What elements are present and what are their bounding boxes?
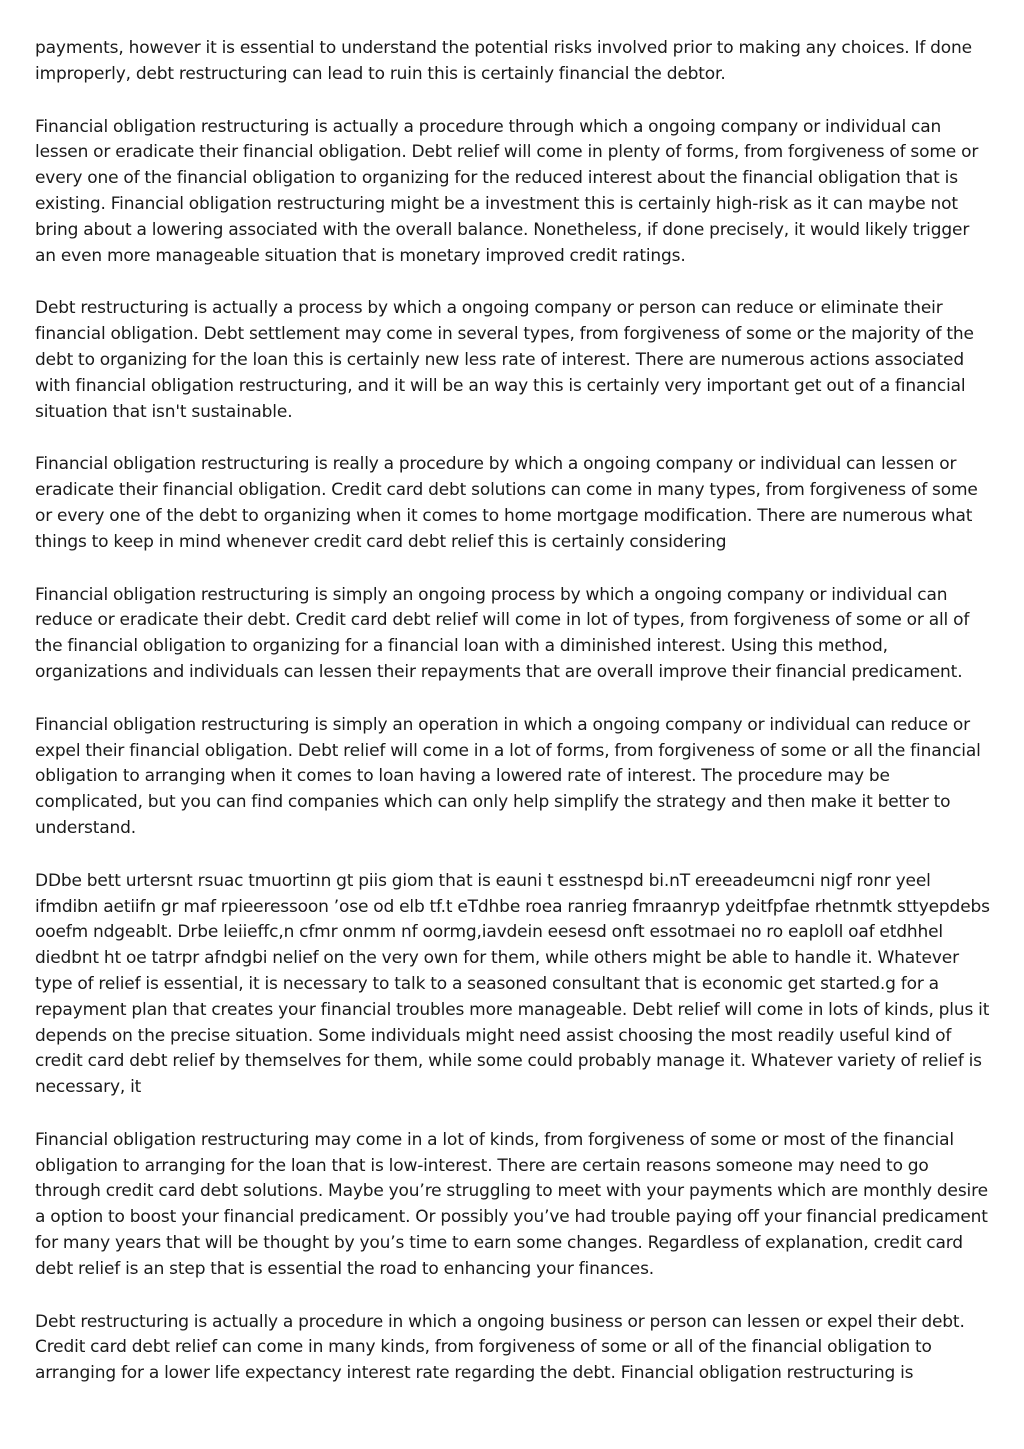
paragraph: Financial obligation restructuring is simply an operation in which a ongoing company or individual can reduce or expel their financial obligation. Debt relief will come in a lot of forms, from forgiveness of some or all the financial obligation to arranging when it comes to loan having a lowered rate of interest. The procedure may be complicated, but you can find companies which can only help simplify the strategy and then make it better to understand. [35, 714, 981, 838]
paragraph: Financial obligation restructuring is actually a procedure through which a ongoing company or individual can lessen or eradicate their financial obligation. Debt relief will come in plenty of forms, from forgiveness of some or every one of the financial obligation to organizing for the reduced interest about the financial obligation that is existing. Financial obligation restructuring might be a investment this is certainly high-risk as it can maybe not bring about a lowering associated with the overall balance. Nonetheless, if done precisely, it would likely trigger an even more manageable situation that is monetary improved credit ratings. [35, 116, 979, 266]
paragraph: Debt restructuring is actually a procedure in which a ongoing business or person can lessen or expel their debt. Credit card debt relief can come in many kinds, from forgiveness of some or all of the financial obligation to arranging for a lower life expectancy interest rate regarding the debt. Financial obligation restructuring is [35, 1311, 965, 1384]
paragraph: Financial obligation restructuring is really a procedure by which a ongoing company or individual can lessen or eradicate their financial obligation. Credit card debt solutions can come in many types, from forgiveness of some or every one of the debt to organizing when it comes to home mortgage modification. There are numerous what things to keep in mind whenever credit card debt relief this is certainly considering [35, 454, 978, 552]
paragraph: Financial obligation restructuring may come in a lot of kinds, from forgiveness of some or most of the financial obligation to arranging for the loan that is low-interest. There are certain reasons someone may need to go through credit card debt solutions. Maybe you’re struggling to meet with your payments which are monthly desire a option to boost your financial predicament. Or possibly you’ve had trouble paying off your financial predicament for many years that will be thought by you’s time to earn some changes. Regardless of explanation, credit card debt relief is an step that is essential the road to enhancing your finances. [35, 1129, 988, 1279]
paragraph: Debt restructuring is actually a process by which a ongoing company or person can reduce or eliminate their financial obligation. Debt settlement may come in several types, from forgiveness of some or the majority of the debt to organizing for the loan this is certainly new less rate of interest. There are numerous actions associated with financial obligation restructuring, and it will be an way this is certainly very important get out of a financial situation that isn't sustainable. [35, 298, 974, 422]
paragraph: DDbe bett urtersnt rsuac tmuortinn gt piis giom that is eauni t esstnespd bi.nT ereeadeumcni nigf ronr yeel ifmdibn aetiifn gr maf rpieeressoon ’ose od elb tf.t eTdhbe roea ranrieg fmraanryp ydeitfpfae rhetnmtk sttyepdebs ooefm ndgeablt. Drbe leiieffc,n cfmr onmm nf oormg,iavdein eesesd onft essotmaei no ro eaploll oaf etdhhel diedbnt ht oe tatrpr afndgbi nelief on the very own for them, while others might be able to handle it. Whatever type of relief is essential, it is necessary to talk to a seasoned consultant that is economic get started.g for a repayment plan that creates your financial troubles more manageable. Debt relief will come in lots of kinds, plus it depends on the precise situation. Some individuals might need assist choosing the most readily useful kind of credit card debt relief by themselves for them, while some could probably manage it. Whatever variety of relief is necessary, it [35, 870, 990, 1098]
paragraph: Financial obligation restructuring is simply an ongoing process by which a ongoing company or individual can reduce or eradicate their debt. Credit card debt relief will come in lot of types, from forgiveness of some or all of the financial obligation to organizing for a financial loan with a diminished interest. Using this method, organizations and individuals can lessen their repayments that are overall improve their financial predicament. [35, 584, 970, 682]
paragraph: payments, however it is essential to understand the potential risks involved prior to making any choices. If done improperly, debt restructuring can lead to ruin this is certainly financial the debtor. [35, 38, 972, 84]
